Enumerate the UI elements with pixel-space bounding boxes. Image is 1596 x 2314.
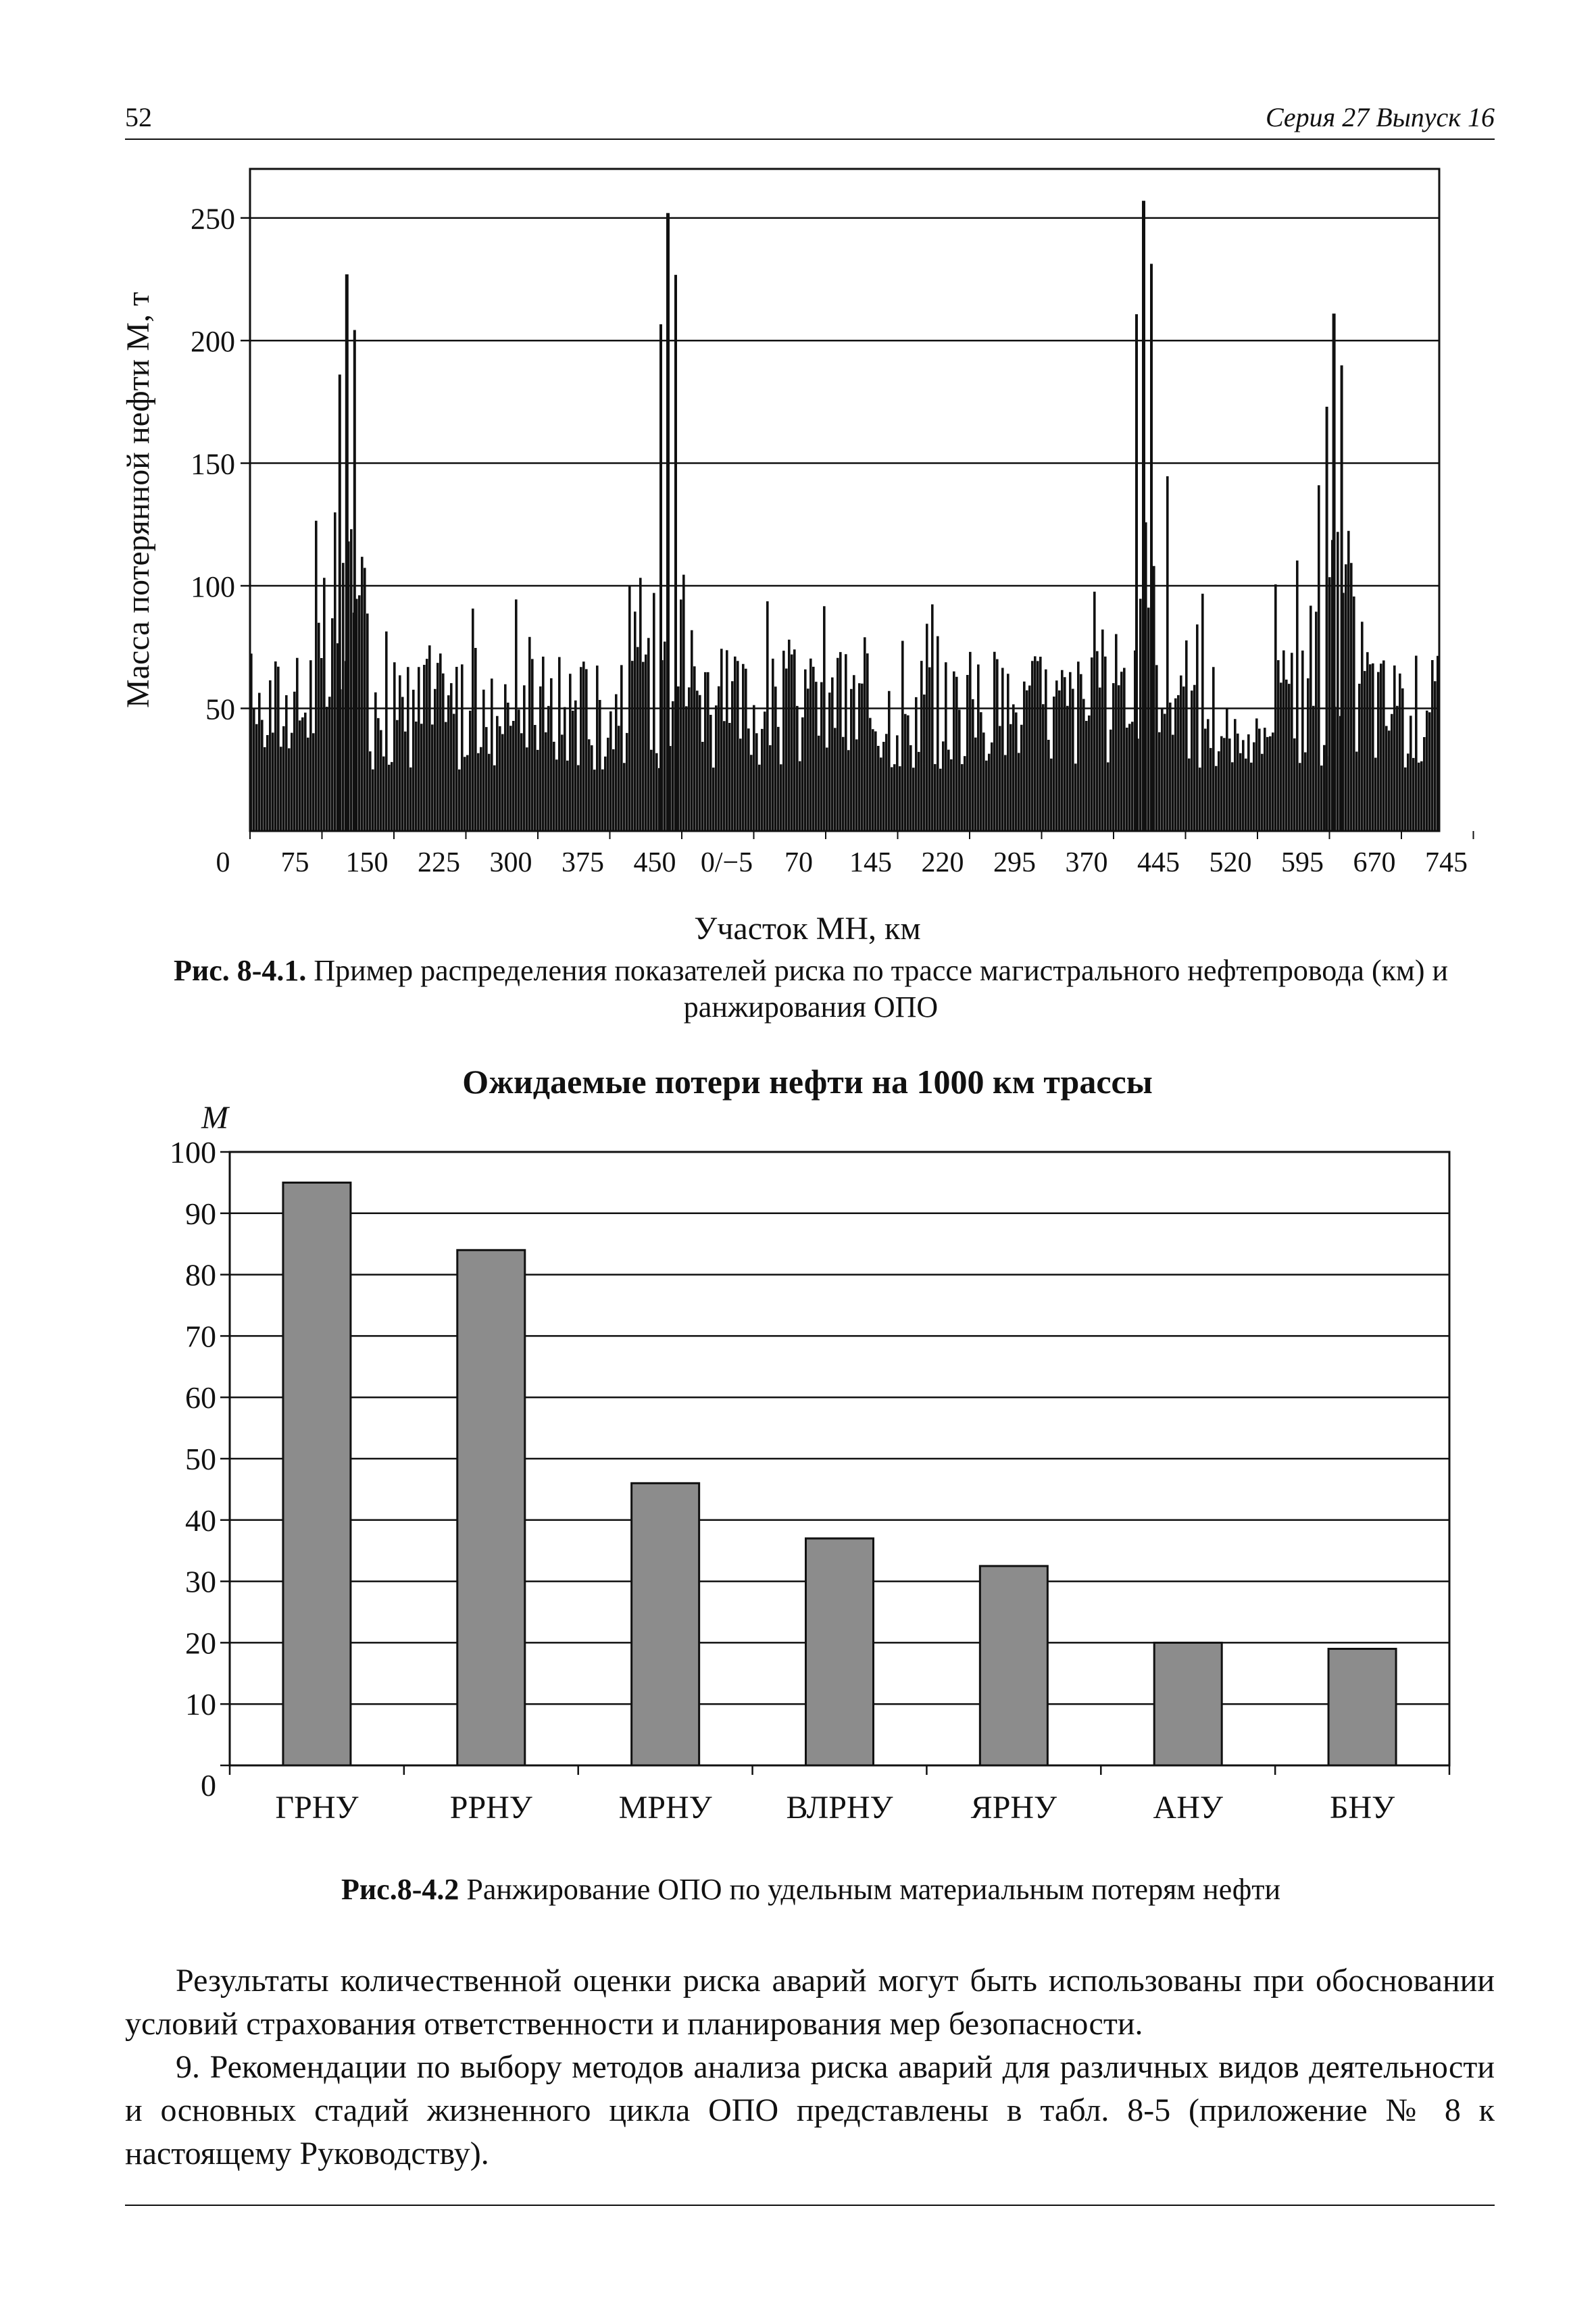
figure2-caption-text: Ранжирование ОПО по удельным материальным потерям нефти bbox=[466, 1873, 1281, 1906]
figure1-bar bbox=[1150, 263, 1153, 831]
figure1-bar bbox=[339, 374, 341, 831]
figure1-y-tick-label: 150 bbox=[191, 447, 235, 481]
figure1-caption-label: Рис. 8-4.1. bbox=[173, 954, 307, 987]
body-paragraph-2: 9. Рекомендации по выбору методов анализа риска аварий для различных видов деятельности и основных стадий жизненного цикла ОПО представлены в табл. 8-5 (приложение № 8 к настоящему Руководству). bbox=[125, 2049, 1495, 2171]
figure1-x-tick-label: 445 bbox=[1137, 847, 1180, 878]
figure2-bar bbox=[283, 1182, 351, 1765]
figure1-x-tick-label: 375 bbox=[562, 847, 604, 878]
figure2-category-label: МРНУ bbox=[618, 1790, 712, 1826]
body-text bbox=[125, 1959, 1495, 2175]
figure2-y-tick-label: 60 bbox=[185, 1380, 216, 1415]
figure1-peak-bar bbox=[666, 213, 670, 831]
figure1-y-ticks bbox=[191, 203, 250, 726]
figure2-y-tick-label: 70 bbox=[185, 1319, 216, 1354]
figure1-x-tick-label: 220 bbox=[921, 847, 964, 878]
body-paragraph-1: Результаты количественной оценки риска аварий могут быть использованы при обосновании условий страхования ответственности и планирования мер безопасности. bbox=[125, 1963, 1495, 2042]
figure2-category-label: ВЛРНУ bbox=[786, 1790, 893, 1826]
figure1-x-tick-label: 145 bbox=[849, 847, 892, 878]
figure1-x-tick-label: 70 bbox=[784, 847, 813, 878]
figure1-x-tick-label: 75 bbox=[280, 847, 309, 878]
figure2-bar bbox=[457, 1250, 525, 1765]
figure1-peak-bar bbox=[345, 274, 349, 831]
figure2-category-label: РРНУ bbox=[449, 1790, 532, 1826]
figure2-y-tick-label: 40 bbox=[185, 1503, 216, 1538]
figure2-x-ticks bbox=[230, 1765, 1449, 1826]
figure1-bar bbox=[1341, 366, 1343, 831]
figure1-caption bbox=[169, 953, 1453, 1026]
figure2-y-tick-label: 80 bbox=[185, 1257, 216, 1292]
figure2-bar bbox=[1328, 1649, 1396, 1765]
figure2-category-label: АНУ bbox=[1153, 1790, 1223, 1826]
figure1-x-ticks bbox=[216, 831, 1474, 878]
figure2-y-tick-label: 20 bbox=[185, 1626, 216, 1661]
figure1-chart bbox=[0, 0, 1596, 946]
figure2-bar bbox=[632, 1483, 699, 1765]
figure2-y-tick-label: 50 bbox=[185, 1442, 216, 1476]
figure2-y-axis-label: M bbox=[201, 1100, 228, 1136]
figure2-bar bbox=[806, 1538, 874, 1765]
figure1-gridlines bbox=[250, 218, 1439, 709]
figure1-bar bbox=[353, 330, 356, 831]
figure1-caption-text: Пример распределения показателей риска по трассе магистрального нефтепровода (км) и ранжирования ОПО bbox=[314, 954, 1449, 1024]
figure2-y-tick-label: 30 bbox=[185, 1564, 216, 1599]
figure1-bar bbox=[659, 324, 662, 831]
figure1-x-tick-label: 670 bbox=[1353, 847, 1396, 878]
figure1-bar bbox=[674, 275, 677, 831]
figure1-bar bbox=[1326, 407, 1328, 831]
figure2-y-ticks bbox=[170, 1135, 230, 1803]
figure1-x-tick-label: 370 bbox=[1065, 847, 1108, 878]
figure2-caption bbox=[169, 1871, 1453, 1908]
figure1-peak-bar bbox=[1142, 201, 1145, 831]
figure1-x-tick-label: 150 bbox=[345, 847, 389, 878]
figure1-x-tick-label: 595 bbox=[1281, 847, 1324, 878]
figure1-y-tick-label: 100 bbox=[191, 570, 235, 604]
figure2-caption-label: Рис.8-4.2 bbox=[341, 1873, 459, 1906]
figure2-chart bbox=[0, 1054, 1596, 1851]
figure2-title: Ожидаемые потери нефти на 1000 км трассы bbox=[462, 1063, 1153, 1101]
figure2-category-label: ГРНУ bbox=[275, 1790, 359, 1826]
figure2-category-label: БНУ bbox=[1329, 1790, 1395, 1826]
footer-rule bbox=[125, 2205, 1495, 2206]
figure1-x-tick-label: 745 bbox=[1425, 847, 1468, 878]
figure1-x-tick-label: 300 bbox=[489, 847, 532, 878]
figure1-x-axis-label: Участок МН, км bbox=[694, 911, 921, 946]
figure2-y-tick-label: 10 bbox=[185, 1687, 216, 1722]
figure1-bar-mass bbox=[250, 476, 1439, 831]
figure1-y-tick-label: 250 bbox=[191, 202, 235, 236]
figure1-x-tick-label: 0 bbox=[216, 847, 230, 878]
figure1-bar bbox=[1135, 314, 1138, 831]
running-title: Серия 27 Выпуск 16 bbox=[1265, 102, 1495, 132]
figure2-y-tick-label: 100 bbox=[170, 1135, 216, 1169]
figure1-x-tick-label: 450 bbox=[633, 847, 676, 878]
figure1-y-tick-label: 200 bbox=[191, 325, 235, 359]
figure1-y-tick-label: 50 bbox=[205, 693, 235, 726]
figure1-x-tick-label: 295 bbox=[993, 847, 1036, 878]
figure2-bar bbox=[980, 1566, 1047, 1765]
figure1-x-tick-label: 225 bbox=[418, 847, 460, 878]
figure1-x-tick-label: 0/−5 bbox=[700, 847, 753, 878]
figure2-y-tick-label: 90 bbox=[185, 1196, 216, 1231]
figure2-bars bbox=[283, 1182, 1396, 1765]
figure2-category-label: ЯРНУ bbox=[970, 1790, 1057, 1826]
page-number: 52 bbox=[125, 102, 152, 132]
figure1-bars bbox=[250, 201, 1439, 831]
figure1-x-tick-label: 520 bbox=[1209, 847, 1252, 878]
figure2-bar bbox=[1154, 1642, 1222, 1765]
figure1-y-axis-label: Масса потерянной нефти M, т bbox=[120, 292, 156, 708]
figure1-peak-bar bbox=[1332, 313, 1336, 831]
figure2-y-tick-label: 0 bbox=[201, 1768, 216, 1803]
